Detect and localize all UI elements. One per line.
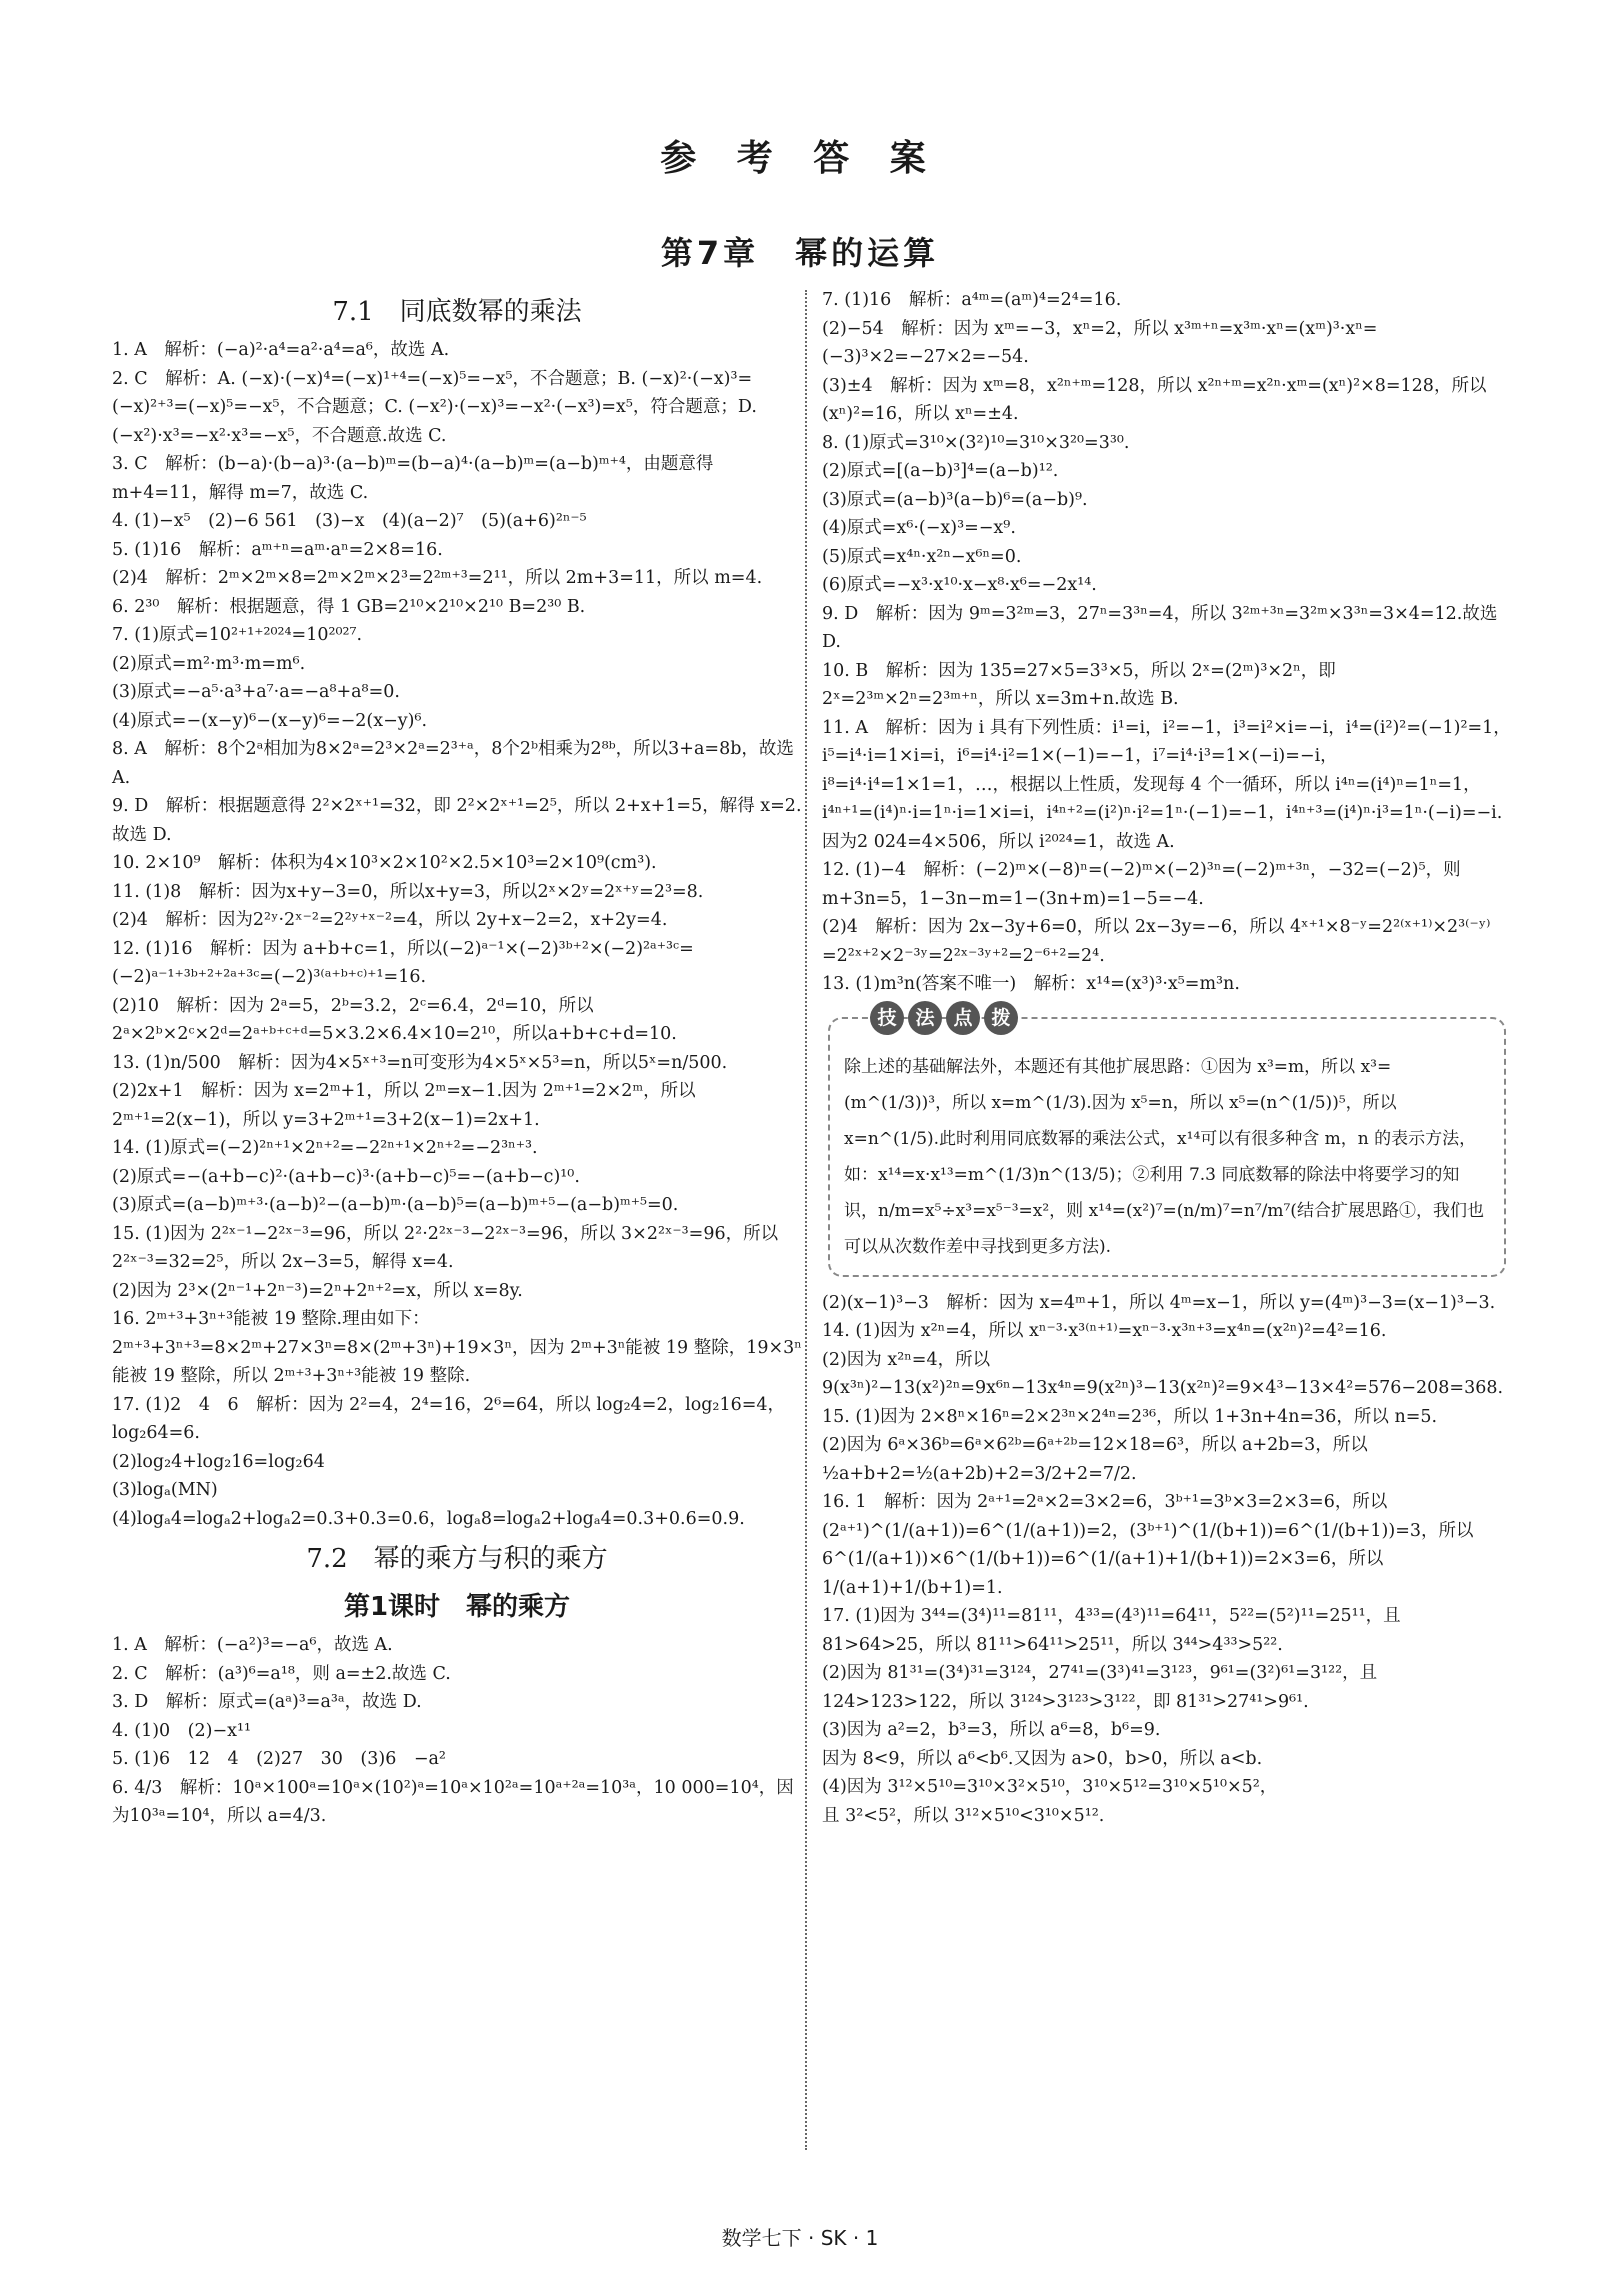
answer-item: 12. (1)16 解析：因为 a+b+c=1，所以(−2)ᵃ⁻¹×(−2)³ᵇ⁺²×(−2)²ᵃ⁺³ᶜ=(−2)ᵃ⁻¹⁺³ᵇ⁺²⁺²ᵃ⁺³ᶜ=(−2)³⁽ᵃ⁺ᵇ⁺ᶜ⁾⁺¹=16. [112,938,694,987]
answer-item: 11. A 解析：因为 i 具有下列性质：i¹=i，i²=−1，i³=i²×i=−i，i⁴=(i²)²=(−1)²=1，i⁵=i⁴·i=1×i=i，i⁶=i⁴·i²=1×(−1)=−1，i⁷=i⁴·i³=1×(−i)=−i，i⁸=i⁴·i⁴=1×1=1，…，根据以上性质，发现每 4 个一循环，所以 i⁴ⁿ=(i⁴)ⁿ=1ⁿ=1，i⁴ⁿ⁺¹=(i⁴)ⁿ·i=1ⁿ·i=1×i=i，i⁴ⁿ⁺²=(i²)ⁿ·i²=1ⁿ·(−1)=−1，i⁴ⁿ⁺³=(i⁴)ⁿ·i³=1ⁿ·(−i)=−i.因为2 024=4×506，所以 i²⁰²⁴=1，故选 A. [822,717,1511,852]
answer-item: (6)原式=−x³·x¹⁰·x−x⁸·x⁶=−2x¹⁴. [822,575,1097,595]
tip-badge-char: 法 [908,1001,942,1035]
answer-item: (4)因为 3¹²×5¹⁰=3¹⁰×3²×5¹⁰，3¹⁰×5¹²=3¹⁰×5¹⁰×5²， [822,1777,1278,1797]
answer-item: 1. A 解析：(−a)²·a⁴=a²·a⁴=a⁶，故选 A. [112,340,450,360]
answer-item: 8. (1)原式=3¹⁰×(3²)¹⁰=3¹⁰×3²⁰=3³⁰. [822,432,1130,453]
answer-item: 9. D 解析：因为 9ᵐ=3²ᵐ=3，27ⁿ=3³ⁿ=4，所以 3²ᵐ⁺³ⁿ=3²ᵐ×3³ⁿ=3×4=12.故选 D. [822,603,1498,652]
answer-item: (2)(x−1)³−3 解析：因为 x=4ᵐ+1，所以 4ᵐ=x−1，所以 y=(4ᵐ)³−3=(x−1)³−3. [822,1292,1496,1313]
answer-list-7-2 [112,1631,802,1831]
section-heading-7-1: 7.1 同底数幂的乘法 [332,297,582,327]
answer-item: 因为 8<9，所以 a⁶<b⁶.又因为 a>0，b>0，所以 a<b. [822,1748,1263,1769]
answer-item: 17. (1)2 4 6 解析：因为 2²=4，2⁴=16，2⁶=64，所以 log₂4=2，log₂16=4，log₂64=6. [112,1394,786,1443]
answer-list-7-1 [112,336,802,1533]
answer-item: 4. (1)−x⁵ (2)−6 561 (3)−x (4)(a−2)⁷ (5)(a+6)²ⁿ⁻⁵ [112,511,587,531]
tip-text: 除上述的基础解法外，本题还有其他扩展思路：①因为 x³=m，所以 x³=(m^(1/3))³，所以 x=m^(1/3).因为 x⁵=n，所以 x⁵=(n^(1/5))⁵，所以 x=n^(1/5).此时利用同底数幂的乘法公式，x¹⁴可以有很多种含 m，n 的表示方法，如：x¹⁴=x·x¹³=m^(1/3)n^(13/5)；②利用 7.3 同底数幂的除法中将要学习的知识，n/m=x⁵÷x³=x⁵⁻³=x²，则 x¹⁴=(x²)⁷=(n/m)⁷=n⁷/m⁷(结合扩展思路①，我们也可以从次数作差中寻找到更多方法). [844,1056,1484,1257]
answer-item: 16. 1 解析：因为 2ᵃ⁺¹=2ᵃ×2=3×2=6，3ᵇ⁺¹=3ᵇ×3=2×3=6，所以 (2ᵃ⁺¹)^(1/(a+1))=6^(1/(a+1))=2，(3ᵇ⁺¹)^(1/(b+1))=6^(1/(b+1))=3，所以 6^(1/(a+1))×6^(1/(b+1))=6^(1/(a+1)+1/(b+1))=2×3=6，所以 1/(a+1)+1/(b+1)=1. [822,1492,1474,1598]
answer-item: (3)因为 a²=2，b³=3，所以 a⁶=8，b⁶=9. [822,1720,1161,1740]
page-title: 参 考 答 案 [660,138,940,179]
section-heading-7-2: 7.2 幂的乘方与积的乘方 [306,1544,608,1574]
answer-item: (4)logₐ4=logₐ2+logₐ2=0.3+0.3=0.6，logₐ8=logₐ2+logₐ4=0.3+0.6=0.9. [112,1508,745,1529]
answer-item: 3. D 解析：原式=(aᵃ)³=a³ᵃ，故选 D. [112,1692,422,1712]
answer-item: (2)4 解析：因为2²ʸ·2ˣ⁻²=2²ʸ⁺ˣ⁻²=4，所以 2y+x−2=2，x+2y=4. [112,910,668,930]
answer-item: (2)4 解析：因为 2x−3y+6=0，所以 2x−3y=−6，所以 4ˣ⁺¹×8⁻ʸ=2²⁽ˣ⁺¹⁾×2³⁽⁻ʸ⁾=2²ˣ⁺²×2⁻³ʸ=2²ˣ⁻³ʸ⁺²=2⁻⁶⁺²=2⁴. [822,917,1491,966]
answer-item: 14. (1)原式=(−2)²ⁿ⁺¹×2ⁿ⁺²=−2²ⁿ⁺¹×2ⁿ⁺²=−2³ⁿ⁺³. [112,1138,538,1158]
answer-item: (3)logₐ(MN) [112,1480,218,1500]
lesson-heading: 第1课时 幂的乘方 [343,1592,571,1622]
answer-item: (2)原式=m²·m³·m=m⁶. [112,653,306,674]
answer-item: (2)原式=−(a+b−c)²·(a+b−c)³·(a+b−c)⁵=−(a+b−c)¹⁰. [112,1166,580,1187]
answer-item: 17. (1)因为 3⁴⁴=(3⁴)¹¹=81¹¹，4³³=(4³)¹¹=64¹¹，5²²=(5²)¹¹=25¹¹，且 81>64>25，所以 81¹¹>64¹¹>25¹¹，所以 3⁴⁴>4³³>5²². [822,1606,1401,1655]
page-footer: 数学七下 · SK · 1 [721,2226,879,2250]
answer-item: 2. C 解析：(a³)⁶=a¹⁸，则 a=±2.故选 C. [112,1663,451,1684]
answer-item: 13. (1)m³n(答案不唯一) 解析：x¹⁴=(x³)³·x⁵=m³n. [822,974,1240,994]
answer-item: 4. (1)0 (2)−x¹¹ [112,1720,252,1741]
answer-item: (3)原式=(a−b)³(a−b)⁶=(a−b)⁹. [822,489,1088,510]
answer-item: 12. (1)−4 解析：(−2)ᵐ×(−8)ⁿ=(−2)ᵐ×(−2)³ⁿ=(−2)ᵐ⁺³ⁿ，−32=(−2)⁵，则 m+3n=5，1−3n−m=1−(3n+m)=1−5=−4. [822,860,1461,909]
answer-item: 11. (1)8 解析：因为x+y−3=0，所以x+y=3，所以2ˣ×2ʸ=2ˣ⁺ʸ=2³=8. [112,881,704,902]
answer-item: (2)因为 6ᵃ×36ᵇ=6ᵃ×6²ᵇ=6ᵃ⁺²ᵇ=12×18=6³，所以 a+2b=3，所以 ½a+b+2=½(a+2b)+2=3/2+2=7/2. [822,1435,1368,1484]
answer-item: (2)因为 81³¹=(3⁴)³¹=3¹²⁴，27⁴¹=(3³)⁴¹=3¹²³，9⁶¹=(3²)⁶¹=3¹²²，且 124>123>122，所以 3¹²⁴>3¹²³>3¹²²，即 81³¹>27⁴¹>9⁶¹. [822,1663,1378,1712]
answer-item: 9. D 解析：根据题意得 2²×2ˣ⁺¹=32，即 2²×2ˣ⁺¹=2⁵，所以 2+x+1=5，解得 x=2.故选 D. [112,796,802,845]
answer-item: (2)10 解析：因为 2ᵃ=5，2ᵇ=3.2，2ᶜ=6.4，2ᵈ=10，所以 2ᵃ×2ᵇ×2ᶜ×2ᵈ=2ᵃ⁺ᵇ⁺ᶜ⁺ᵈ=5×3.2×6.4×10=2¹⁰，所以a+b+c+d=10. [112,995,677,1044]
answer-item: (2)−54 解析：因为 xᵐ=−3，xⁿ=2，所以 x³ᵐ⁺ⁿ=x³ᵐ·xⁿ=(xᵐ)³·xⁿ=(−3)³×2=−27×2=−54. [822,318,1378,367]
answer-item: 6. 4/3 解析：10ᵃ×100ᵃ=10ᵃ×(10²)ᵃ=10ᵃ×10²ᵃ=10ᵃ⁺²ᵃ=10³ᵃ，10 000=10⁴，因为10³ᵃ=10⁴，所以 a=4/3. [112,1777,794,1826]
column-divider [805,290,807,2150]
answer-item: (4)原式=−(x−y)⁶−(x−y)⁶=−2(x−y)⁶. [112,710,428,731]
answer-list-continued-2 [822,1289,1512,1831]
answer-item: 15. (1)因为 2²ˣ⁻¹−2²ˣ⁻³=96，所以 2²·2²ˣ⁻³−2²ˣ⁻³=96，所以 3×2²ˣ⁻³=96，所以 2²ˣ⁻³=32=2⁵，所以 2x−3=5，解得 x=4. [112,1223,779,1272]
right-column [822,286,1512,1830]
answer-item: 7. (1)16 解析：a⁴ᵐ=(aᵐ)⁴=2⁴=16. [822,290,1122,310]
answer-item: 10. B 解析：因为 135=27×5=3³×5，所以 2ˣ=(2ᵐ)³×2ⁿ，即 2ˣ=2³ᵐ×2ⁿ=2³ᵐ⁺ⁿ，所以 x=3m+n.故选 B. [822,660,1336,709]
answer-item: (3)原式=−a⁵·a³+a⁷·a=−a⁸+a⁸=0. [112,682,400,702]
answer-item: (5)原式=x⁴ⁿ·x²ⁿ−x⁶ⁿ=0. [822,546,1022,567]
answer-item: 且 3²<5²，所以 3¹²×5¹⁰<3¹⁰×5¹². [822,1805,1105,1826]
tip-badge-char: 点 [946,1001,980,1035]
answer-item: (3)原式=(a−b)ᵐ⁺³·(a−b)²−(a−b)ᵐ·(a−b)⁵=(a−b)ᵐ⁺⁵−(a−b)ᵐ⁺⁵=0. [112,1195,679,1215]
answer-item: 2. C 解析：A. (−x)·(−x)⁴=(−x)¹⁺⁴=(−x)⁵=−x⁵，不合题意；B. (−x)²·(−x)³=(−x)²⁺³=(−x)⁵=−x⁵，不合题意；C. (−x²)·(−x)³=−x²·(−x³)=x⁵，符合题意；D. (−x²)·x³=−x²·x³=−x⁵，不合题意.故选 C. [112,368,757,446]
answer-item: (3)±4 解析：因为 xᵐ=8，x²ⁿ⁺ᵐ=128，所以 x²ⁿ⁺ᵐ=x²ⁿ·xᵐ=(xⁿ)²×8=128，所以(xⁿ)²=16，所以 xⁿ=±4. [822,375,1487,424]
answer-item: (2)因为 2³×(2ⁿ⁻¹+2ⁿ⁻³)=2ⁿ+2ⁿ⁺²=x，所以 x=8y. [112,1280,523,1301]
answer-item: (2)log₂4+log₂16=log₂64 [112,1451,325,1472]
answer-item: 13. (1)n/500 解析：因为4×5ˣ⁺³=n可变形为4×5ˣ×5³=n，所以5ˣ=n/500. [112,1052,728,1073]
answer-item: 5. (1)6 12 4 (2)27 30 (3)6 −a² [112,1749,446,1769]
answer-item: 1. A 解析：(−a²)³=−a⁶，故选 A. [112,1635,393,1655]
answer-item: 7. (1)原式=10²⁺¹⁺²⁰²⁴=10²⁰²⁷. [112,625,363,645]
answer-item: 16. 2ᵐ⁺³+3ⁿ⁺³能被 19 整除.理由如下：2ᵐ⁺³+3ⁿ⁺³=8×2ᵐ+27×3ⁿ=8×(2ᵐ+3ⁿ)+19×3ⁿ，因为 2ᵐ+3ⁿ能被 19 整除，19×3ⁿ能被 19 整除，所以 2ᵐ⁺³+3ⁿ⁺³能被 19 整除. [112,1309,802,1386]
answer-item: 6. 2³⁰ 解析：根据题意，得 1 GB=2¹⁰×2¹⁰×2¹⁰ B=2³⁰ B. [112,596,586,617]
answer-list-continued [822,286,1512,999]
answer-item: (2)原式=[(a−b)³]⁴=(a−b)¹². [822,461,1059,481]
answer-item: 8. A 解析：8个2ᵃ相加为8×2ᵃ=2³×2ᵃ=2³⁺ᵃ，8个2ᵇ相乘为2⁸ᵇ，所以3+a=8b，故选 A. [112,739,794,788]
answer-item: 15. (1)因为 2×8ⁿ×16ⁿ=2×2³ⁿ×2⁴ⁿ=2³⁶，所以 1+3n+4n=36，所以 n=5. [822,1406,1438,1427]
chapter-heading: 第7章 幂的运算 [660,234,940,272]
tip-box [828,1006,1506,1277]
tip-badge [870,1001,1018,1035]
left-column [112,286,802,1831]
answer-item: 5. (1)16 解析：aᵐ⁺ⁿ=aᵐ·aⁿ=2×8=16. [112,539,443,560]
tip-badge-char: 拨 [984,1001,1018,1035]
answer-item: 14. (1)因为 x²ⁿ=4，所以 xⁿ⁻³·x³⁽ⁿ⁺¹⁾=xⁿ⁻³·x³ⁿ⁺³=x⁴ⁿ=(x²ⁿ)²=4²=16. [822,1321,1387,1341]
answer-item: 10. 2×10⁹ 解析：体积为4×10³×2×10²×2.5×10³=2×10⁹(cm³). [112,853,657,873]
answer-item: (2)因为 x²ⁿ=4，所以 9(x³ⁿ)²−13(x²)²ⁿ=9x⁶ⁿ−13x⁴ⁿ=9(x²ⁿ)³−13(x²ⁿ)²=9×4³−13×4²=576−208=368. [822,1349,1504,1398]
answer-item: (2)2x+1 解析：因为 x=2ᵐ+1，所以 2ᵐ=x−1.因为 2ᵐ⁺¹=2×2ᵐ，所以 2ᵐ⁺¹=2(x−1)，所以 y=3+2ᵐ⁺¹=3+2(x−1)=2x+1. [112,1081,696,1130]
answer-item: (2)4 解析：2ᵐ×2ᵐ×8=2ᵐ×2ᵐ×2³=2²ᵐ⁺³=2¹¹，所以 2m+3=11，所以 m=4. [112,568,763,588]
tip-badge-char: 技 [870,1001,904,1035]
answer-item: (4)原式=x⁶·(−x)³=−x⁹. [822,518,1016,538]
answer-item: 3. C 解析：(b−a)·(b−a)³·(a−b)ᵐ=(b−a)⁴·(a−b)ᵐ=(a−b)ᵐ⁺⁴，由题意得 m+4=11，解得 m=7，故选 C. [112,454,714,503]
